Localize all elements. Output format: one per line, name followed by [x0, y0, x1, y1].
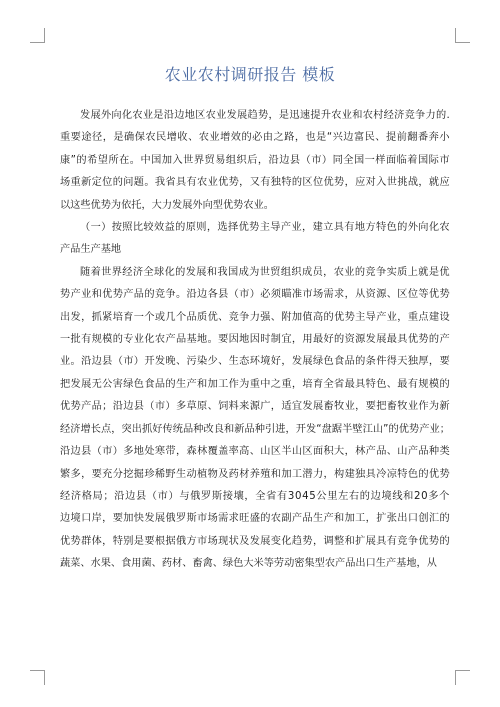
text-line: 产品生产基地 [60, 244, 122, 256]
text-line: 场重新定位的问题。我省具有农业优势，又有独特的区位优势，应对入世挑战，就应 [60, 177, 450, 189]
text-line: 康”的希望所在。中国加入世界贸易组织后，沿边县（市）同全国一样面临着国际市 [60, 154, 451, 166]
text-line: （一）按照比较效益的原则，选择优势主导产业，建立具有地方特色的外向化农 [80, 222, 450, 234]
text-line: 蔬菜、水果、食用菌、药材、畜禽、绿色大米等劳动密集型农产品出口生产基地，从 [60, 558, 437, 570]
crop-mark-bottom-right [455, 670, 470, 685]
paragraph [60, 262, 450, 576]
text-line: 沿边县（市）多地处寒带，森林覆盖率高、山区半山区面积大，林产品、山产品种类 [60, 446, 450, 458]
text-line: 业。沿边县（市）开发晚、污染少、生态环境好，发展绿色食品的条件得天独厚，要 [60, 356, 450, 368]
text-line: 重要途径，是确保农民增收、农业增效的必由之路，也是“兴边富民、提前翻番奔小 [60, 132, 451, 144]
crop-mark-top-right [455, 28, 470, 43]
paragraph [60, 217, 450, 262]
text-line: 随着世界经济全球化的发展和我国成为世贸组织成员，农业的竞争实质上就是优 [80, 266, 450, 278]
text-line: 把发展无公害绿色食品的生产和加工作为重中之重，培育全省最具特色、最有规模的 [60, 378, 450, 390]
text-line: 一批有规模的专业化农产品基地。要因地因时制宜，用最好的资源发展最具优势的产 [60, 334, 450, 346]
text-line: 经济增长点，突出抓好传统品种改良和新品种引进，开发“盘踞半壁江山”的优势产业； [60, 423, 450, 435]
paragraph [60, 105, 450, 217]
document-body [60, 105, 450, 576]
text-line: 经济格局；沿边县（市）与俄罗斯接壤，全省有3045公里左右的边境线和20多个 [60, 490, 451, 502]
text-line: 势产业和优势产品的竞争。沿边各县（市）必须瞄准市场需求，从资源、区位等优势 [60, 289, 450, 301]
text-line: 发展外向化农业是沿边地区农业发展趋势，是迅速提升农业和农村经济竞争力的. [80, 110, 450, 121]
document-title: 农业农村调研报告 模板 [164, 65, 336, 84]
text-line: 优势产品；沿边县（市）多草原、饲料来源广，适宜发展畜牧业，要把畜牧业作为新 [60, 401, 450, 413]
text-line: 以这些优势为依托，大力发展外向型优势农业。 [60, 199, 274, 211]
text-line: 出发，抓紧培育一个或几个品质优、竞争力强、附加值高的优势主导产业，重点建设 [60, 311, 450, 323]
text-line: 繁多，要充分挖掘珍稀野生动植物及药材养殖和加工潜力，构建独具冷凉特色的优势 [60, 468, 450, 480]
text-line: 边境口岸，要加快发展俄罗斯市场需求旺盛的农副产品生产和加工，扩张出口创汇的 [60, 513, 450, 525]
crop-mark-top-left [30, 28, 45, 43]
crop-mark-bottom-left [30, 670, 45, 685]
text-line: 优势群体，特别是要根据俄方市场现状及发展变化趋势，调整和扩展具有竞争优势的 [60, 535, 450, 547]
